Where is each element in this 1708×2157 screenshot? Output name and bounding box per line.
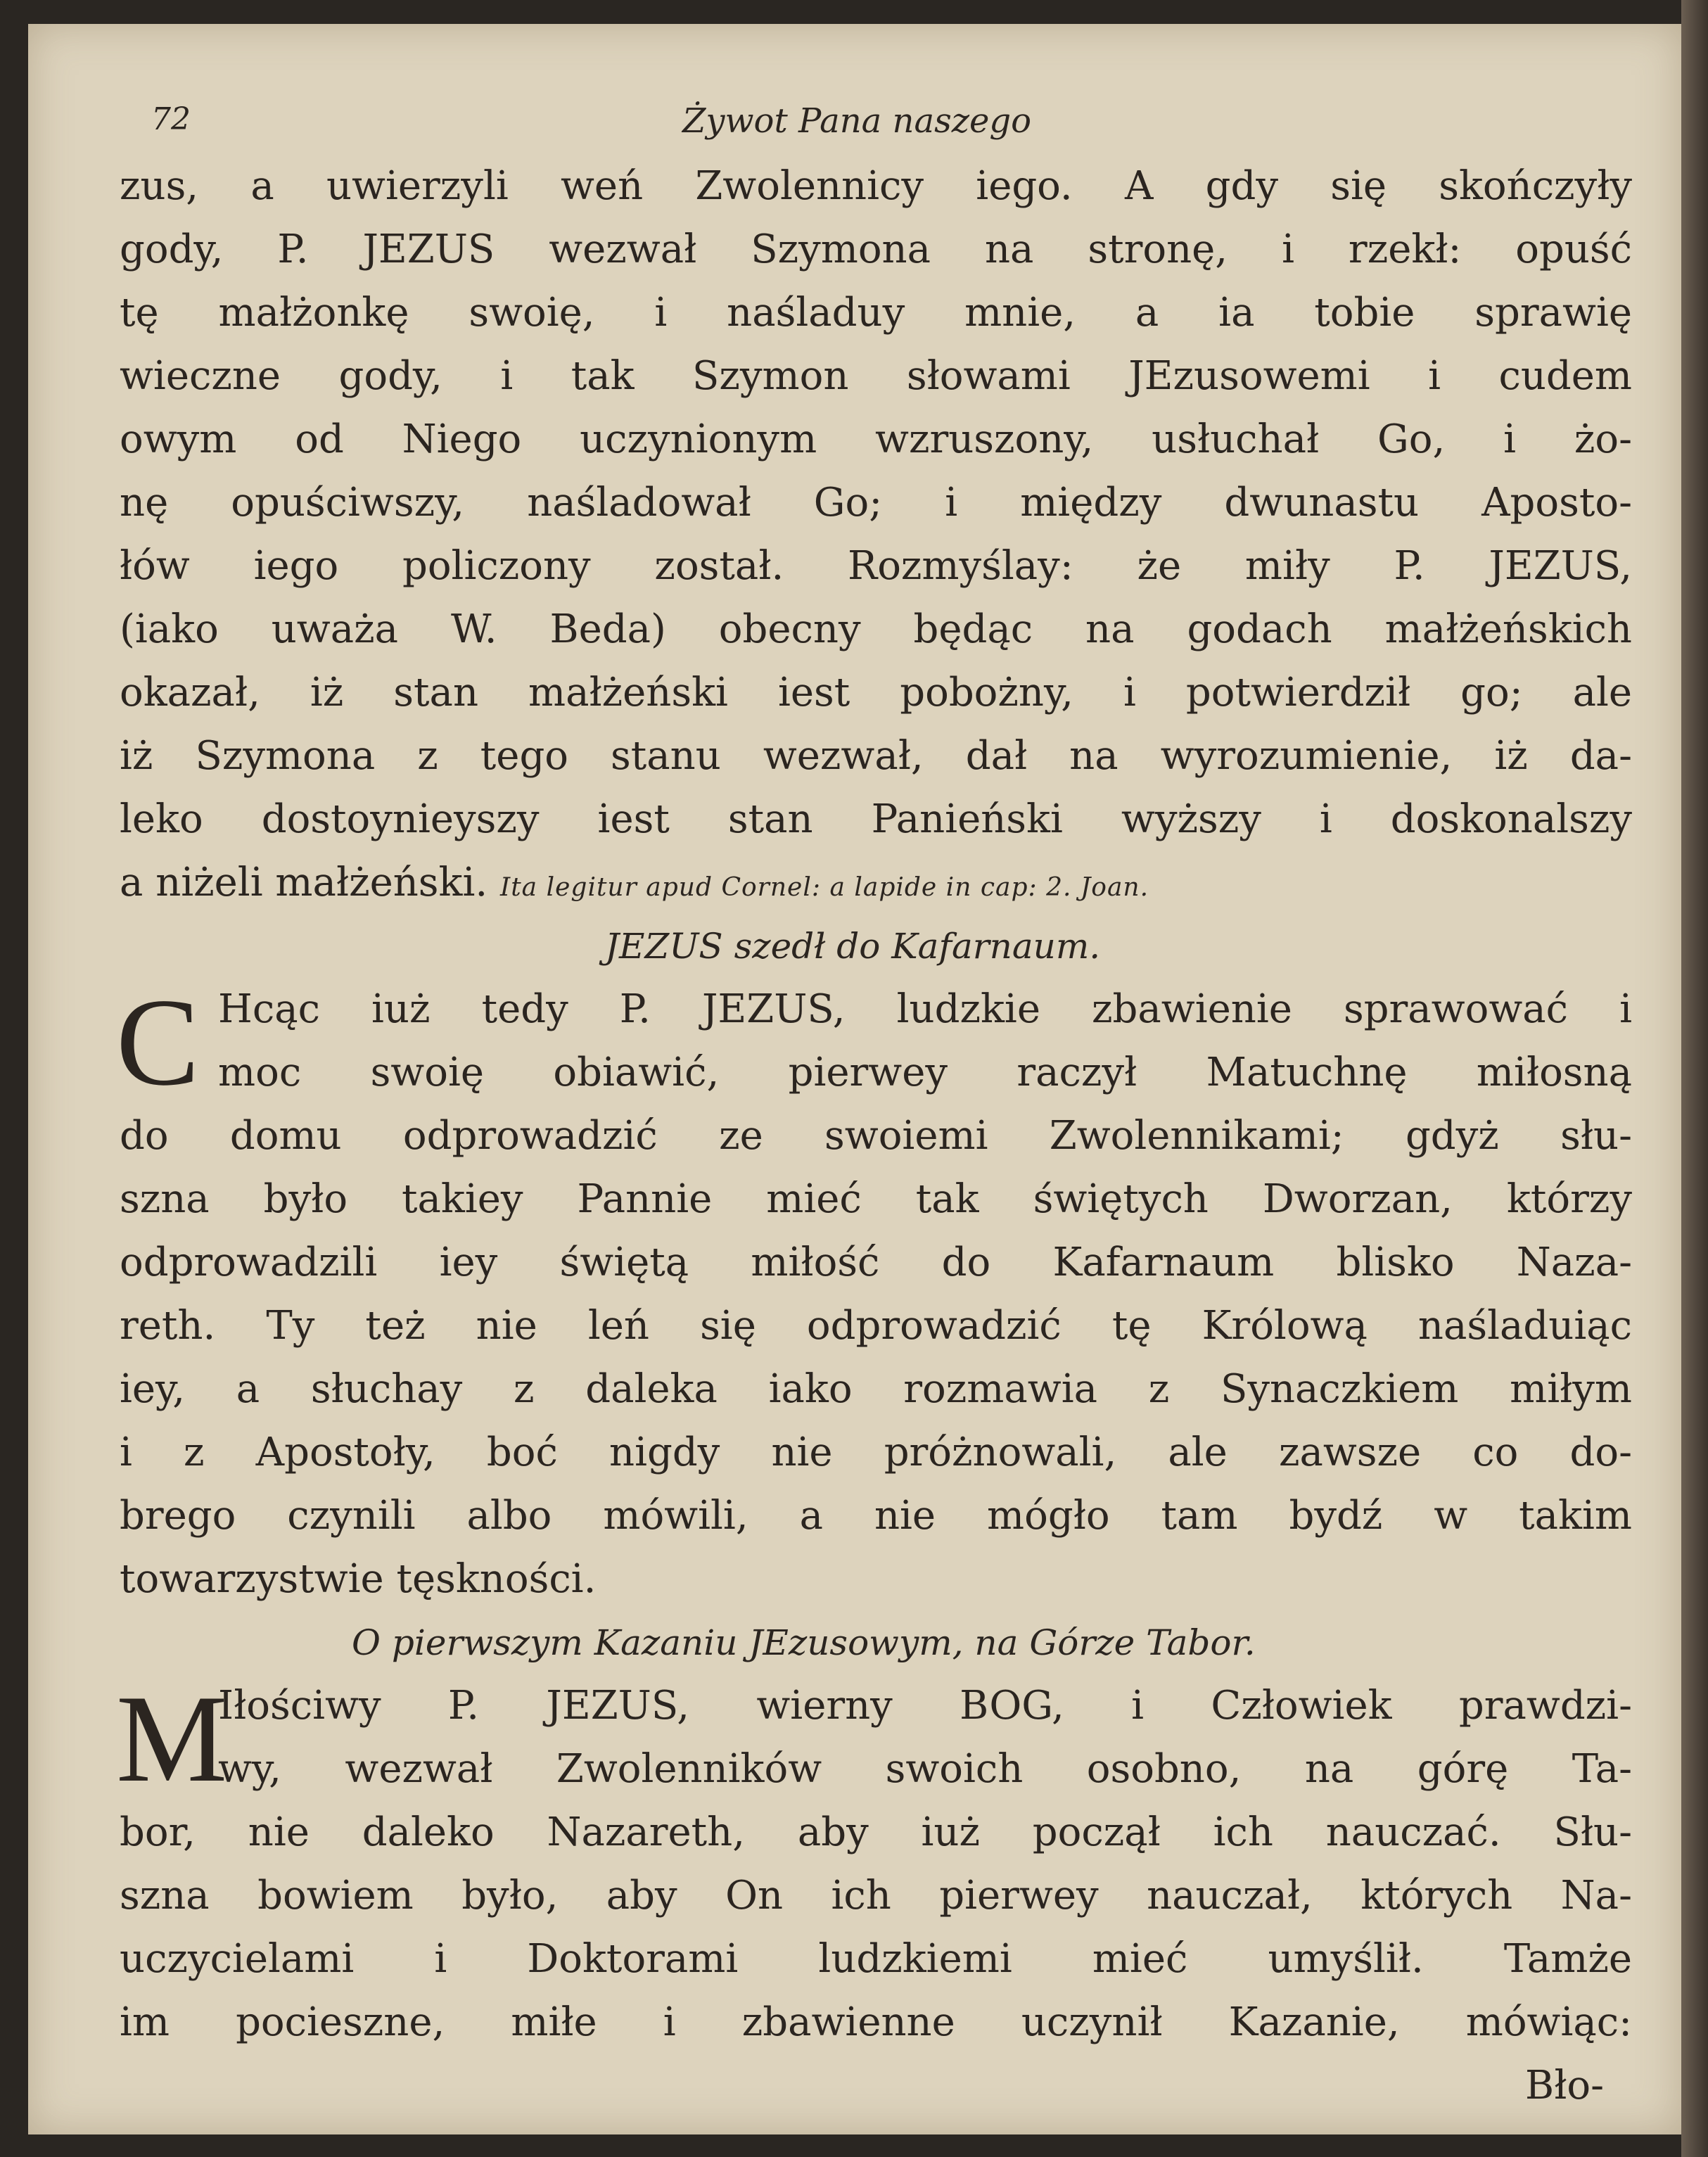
catchword: Bło- (1525, 2063, 1604, 2108)
text-line: iż Szymona z tego stanu wezwał, dał na wyrozumienie, iż da- (120, 733, 1632, 779)
drop-cap: M (116, 1669, 228, 1808)
text-line: bor, nie daleko Nazareth, aby iuż począł ich nauczać. Słu- (120, 1809, 1632, 1855)
text-line: zus, a uwierzyli weń Zwolennicy iego. A gdy się skończyły (120, 163, 1632, 209)
text-line: im pocieszne, miłe i zbawienne uczynił Kazanie, mówiąc: (120, 1999, 1632, 2045)
text-line: okazał, iż stan małżeński iest pobożny, i potwierdził go; ale (120, 670, 1632, 715)
text-line: łów iego policzony został. Rozmyślay: że miły P. JEZUS, (120, 543, 1632, 589)
text-line: leko dostoynieyszy iest stan Panieński wyższy i doskonalszy (120, 796, 1632, 842)
text-line: iey, a słuchay z daleka iako rozmawia z Synaczkiem miłym (120, 1366, 1632, 1412)
text-line: odprowadzili iey świętą miłość do Kafarnaum blisko Naza- (120, 1240, 1632, 1285)
section-heading: JEZUS szedł do Kafarnaum. (605, 926, 1101, 967)
text-line: towarzystwie tęskności. (120, 1556, 597, 1602)
text-line: wieczne gody, i tak Szymon słowami JEzusowemi i cudem (120, 353, 1632, 399)
text-line: do domu odprowadzić ze swoiemi Zwolennikami; gdyż słu- (120, 1113, 1632, 1159)
citation: Ita legitur apud Cornel: a lapide in cap: 2. Joan. (499, 873, 1149, 902)
book-edge (1681, 0, 1708, 2157)
text-line: szna było takiey Pannie mieć tak świętych Dworzan, którzy (120, 1176, 1632, 1222)
text-line: owym od Niego uczynionym wzruszony, usłuchał Go, i żo- (120, 416, 1632, 462)
page-content (116, 91, 1632, 2118)
text-line: brego czynili albo mówili, a nie mógło tam bydź w takim (120, 1493, 1632, 1539)
text-line (120, 851, 1632, 915)
text-line: szna bowiem było, aby On ich pierwey nauczał, których Na- (120, 1873, 1632, 1919)
text-line: reth. Ty też nie leń się odprowadzić tę Królową naśladuiąc (120, 1303, 1632, 1349)
text-line: tę małżonkę swoię, i naśladuy mnie, a ia tobie sprawię (120, 290, 1632, 336)
section-3 (116, 1669, 1632, 2118)
page-number: 72 (151, 101, 191, 137)
text-line: uczycielami i Doktorami ludzkiemi mieć umyślił. Tamże (120, 1936, 1632, 1982)
drop-cap: C (116, 972, 200, 1112)
section-1 (120, 155, 1632, 915)
text-line: nę opuściwszy, naśladował Go; i między dwunastu Aposto- (120, 480, 1632, 526)
page-header (120, 91, 1632, 155)
text-line: Hcąc iuż tedy P. JEZUS, ludzkie zbawienie sprawować i (218, 986, 1632, 1032)
text-line: (iako uważa W. Beda) obecny będąc na godach małżeńskich (120, 606, 1632, 652)
text-line: i z Apostoły, boć nigdy nie próżnowali, ale zawsze co do- (120, 1430, 1632, 1475)
text-line: moc swoię obiawić, pierwey raczył Matuchnę miłosną (218, 1050, 1632, 1095)
section-2 (116, 972, 1632, 1611)
running-head: Żywot Pana naszego (682, 101, 1032, 141)
text-line: Iłościwy P. JEZUS, wierny BOG, i Człowiek prawdzi- (218, 1683, 1632, 1729)
text-line-end: a niżeli małżeński. (120, 860, 488, 905)
text-line: gody, P. JEZUS wezwał Szymona na stronę, i rzekł: opuść (120, 227, 1632, 272)
section-heading: O pierwszym Kazaniu JEzusowym, na Górze Tabor. (352, 1622, 1256, 1663)
text-line: wy, wezwał Zwolenników swoich osobno, na górę Ta- (218, 1746, 1632, 1792)
